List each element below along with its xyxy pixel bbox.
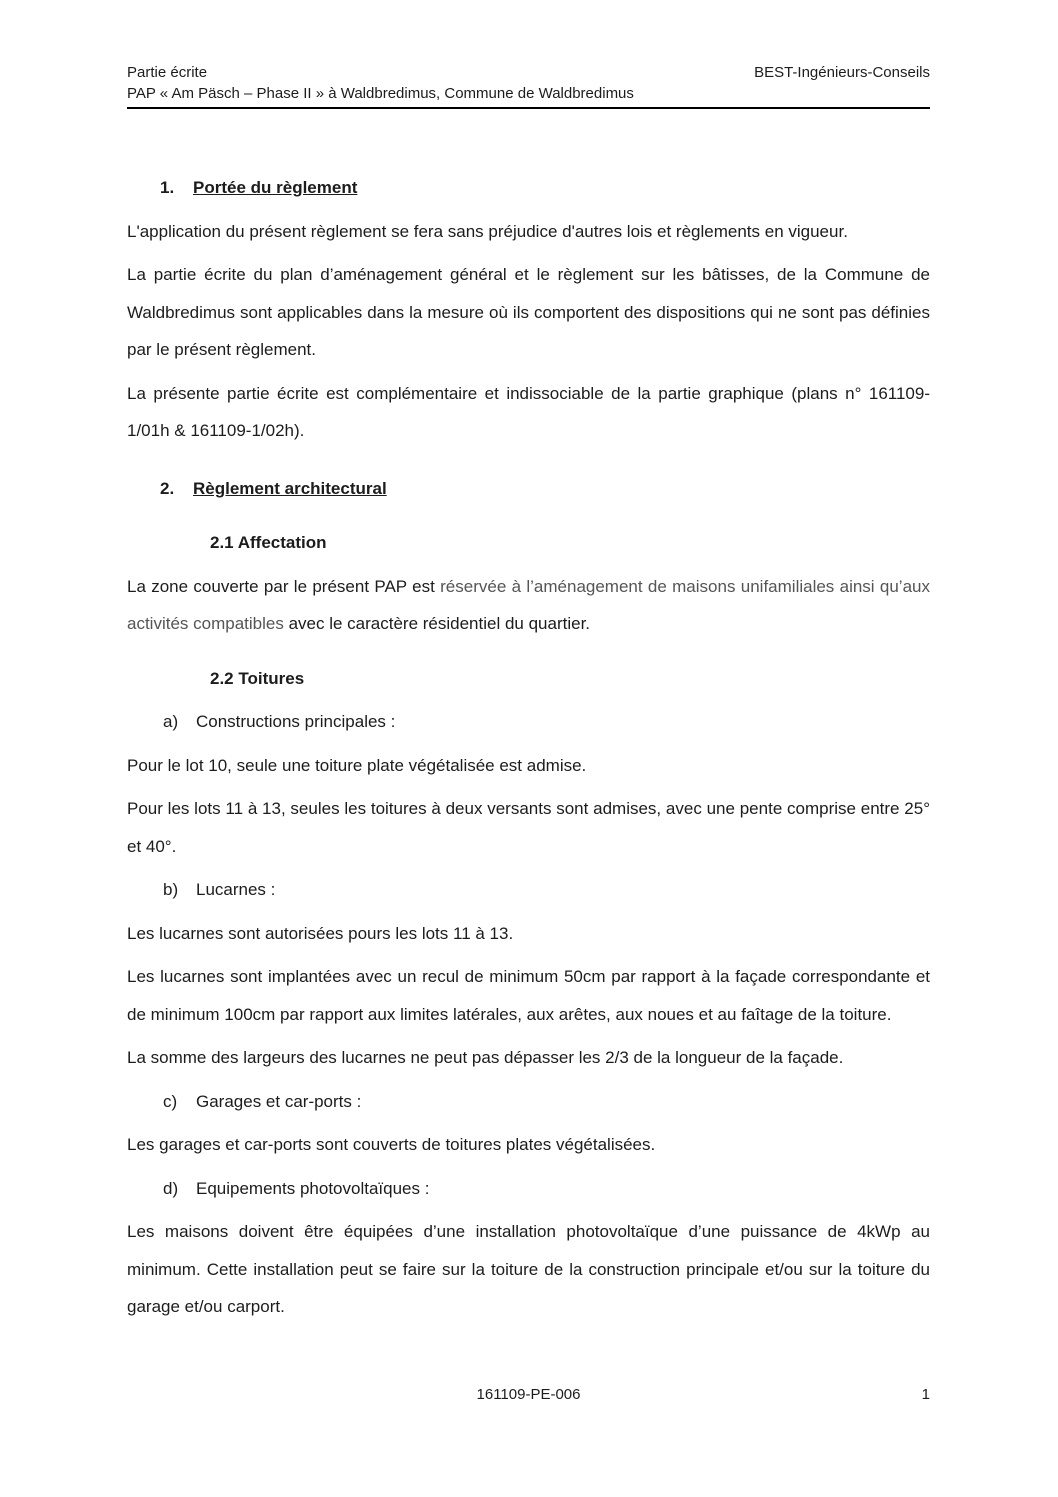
footer-page-number: 1 [921, 1386, 930, 1403]
list-item-b-marker: b) [163, 880, 179, 899]
toitures-paragraph-lots11-13: Pour les lots 11 à 13, seules les toitures à deux versants sont admises, avec une pente comprise entre 25° et 40°. [127, 799, 930, 856]
header-company: BEST-Ingénieurs-Conseils [754, 64, 930, 81]
section-1-number: 1. [160, 178, 175, 197]
lucarnes-paragraph-2: Les lucarnes sont implantées avec un recul de minimum 50cm par rapport à la façade correspondante et de minimum 100cm par rapport aux limites latérales, aux arêtes, aux noues et au faîtage de la toiture. [127, 967, 930, 1024]
affectation-text-normal-1: La zone couverte par le présent PAP est [127, 576, 441, 596]
list-item-d-label: Equipements photovoltaïques : [196, 1178, 430, 1198]
list-item-b-label: Lucarnes : [196, 880, 276, 899]
subsection-2-1-heading: 2.1 Affectation [210, 533, 327, 552]
list-item-b [127, 871, 930, 909]
photovoltaique-paragraph: Les maisons doivent être équipées d’une installation photovoltaïque d’une puissance de 4kWp au minimum. Cette installation peut se faire sur la toiture de la construction principale et/ou sur la toiture du garage et/ou carport. [127, 1222, 930, 1316]
section-2-number: 2. [160, 478, 175, 498]
page-header [127, 0, 930, 109]
list-item-c-marker: c) [163, 1091, 178, 1111]
lucarnes-paragraph-3: La somme des largeurs des lucarnes ne peut pas dépasser les 2/3 de la longueur de la façade. [127, 1048, 844, 1067]
section-1-heading [127, 169, 930, 207]
list-item-c-label: Garages et car-ports : [196, 1091, 362, 1111]
list-item-d [127, 1170, 930, 1208]
section-2-heading [127, 470, 930, 508]
affectation-paragraph [127, 568, 930, 643]
lucarnes-paragraph-1: Les lucarnes sont autorisées pours les lots 11 à 13. [127, 923, 514, 943]
subsection-2-2-heading: 2.2 Toitures [210, 668, 305, 688]
list-item-c [127, 1083, 930, 1121]
document-body [127, 109, 930, 1326]
header-doc-type: Partie écrite [127, 64, 208, 81]
list-item-a-label: Constructions principales : [196, 712, 396, 731]
list-item-a [127, 703, 930, 741]
section-1-paragraph-2: La partie écrite du plan d’aménagement général et le règlement sur les bâtisses, de la Commune de Waldbredimus sont applicables dans la mesure où ils comportent des dispositions qui ne sont pas définies par le présent règlement. [127, 265, 930, 359]
section-2-title: Règlement architectural [193, 478, 387, 498]
affectation-text-normal-2: avec le caractère résidentiel du quartier. [288, 614, 591, 633]
list-item-a-marker: a) [163, 712, 179, 731]
section-1-paragraph-1: L'application du présent règlement se fera sans préjudice d'autres lois et règlements en vigueur. [127, 221, 848, 241]
section-1-title: Portée du règlement [193, 178, 358, 197]
list-item-d-marker: d) [163, 1178, 179, 1198]
affectation-text-muted: réservée à l’aménagement de maisons unifamiliales ainsi qu’aux activités compatibles [127, 576, 930, 633]
header-doc-title: PAP « Am Päsch – Phase II » à Waldbredimus, Commune de Waldbredimus [127, 85, 634, 102]
footer-document-reference: 161109-PE-006 [476, 1386, 581, 1403]
toitures-paragraph-lot10: Pour le lot 10, seule une toiture plate végétalisée est admise. [127, 755, 587, 775]
garages-paragraph: Les garages et car-ports sont couverts de toitures plates végétalisées. [127, 1135, 656, 1154]
section-1-paragraph-3: La présente partie écrite est complémentaire et indissociable de la partie graphique (plans n° 161109-1/01h & 161109-1/02h). [127, 383, 930, 440]
